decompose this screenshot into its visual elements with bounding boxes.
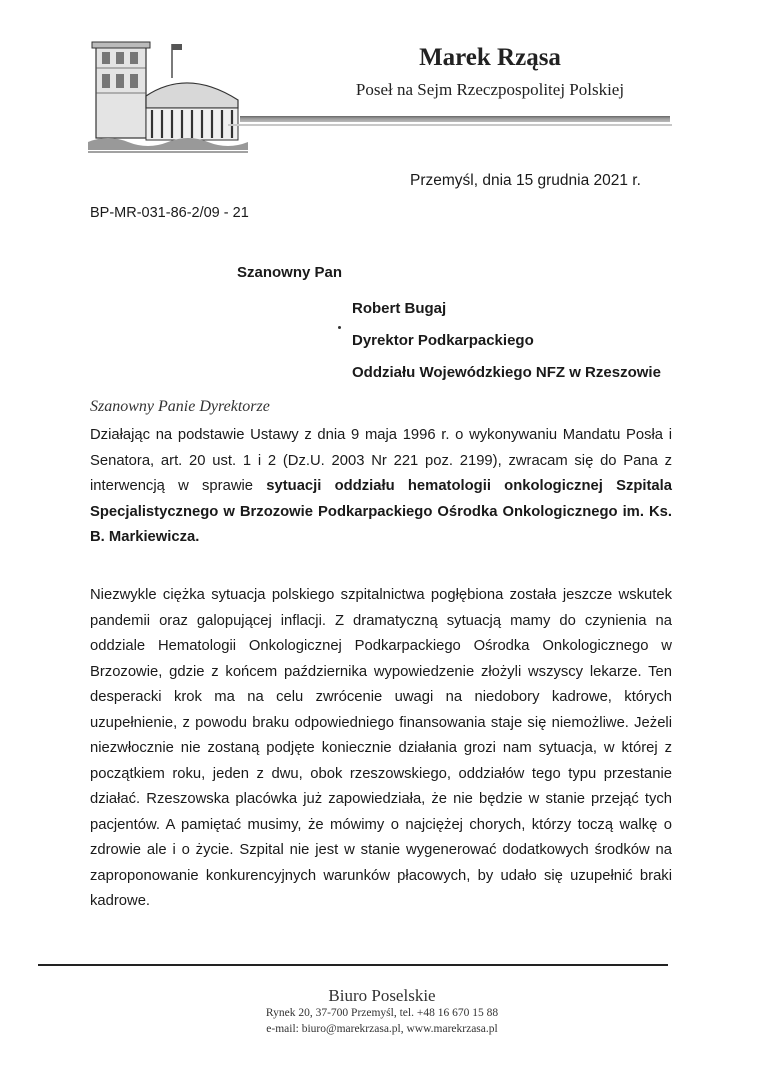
addressee-unit: Oddziału Wojewódzkiego NFZ w Rzeszowie [352, 364, 661, 381]
addressee-title: Dyrektor Podkarpackiego [352, 332, 534, 349]
sender-role: Poseł na Sejm Rzeczpospolitej Polskiej [355, 80, 625, 99]
footer-contact: e-mail: biuro@marekrzasa.pl, www.marekrzasa.pl [266, 1023, 498, 1035]
scan-speck [338, 326, 341, 329]
sejm-building-icon [88, 38, 248, 162]
addressee-name: Robert Bugaj [352, 300, 447, 317]
body-paragraph-1 [90, 423, 672, 551]
sender-name: Marek Rząsa [419, 44, 561, 71]
footer-address: Rynek 20, 37-700 Przemyśl, tel. +48 16 670 15 88 [265, 1007, 499, 1019]
salutation: Szanowny Panie Dyrektorze [90, 398, 270, 415]
body-paragraph-2: Niezwykle ciężka sytuacja polskiego szpitalnictwa pogłębiona została jeszcze wskutek pandemii oraz galopującej inflacji. Z dramatyczną sytuacją mamy do czynienia na oddziale Hematologii Onkologicznej Podkarpackiego Ośrodka Onkologicznego w Brzozowie, gdzie z końcem października wypowiedzenie złożyli wszyscy lekarze. Ten desperacki krok ma na celu zwrócenie uwagi na niedobory kadrowe, których uzupełnienie, z powodu braku odpowiedniego finansowania staje się niemożliwe. Jeżeli niezwłocznie nie zostaną podjęte koniecznie działania grozi nam sytuacja, w której z początkiem roku, jeden z dwu, obok rzeszowskiego, oddziałów tego typu przestanie działać. Rzeszowska placówka już zapowiedziała, że nie będzie w stanie przejąć tych pacjentów. A pamiętać musimy, że mówimy o najciężej chorych, którzy toczą walkę o zdrowie ale i o życie. Szpital nie jest w stanie wygenerować dodatkowych środków na zaproponowanie konkurencyjnych warunków płacowych, by udało się uzupełnić braki kadrowe. [90, 587, 672, 909]
paragraph-1-text: Działając na podstawie Ustawy z dnia 9 maja 1996 r. o wykonywaniu Mandatu Posła i Senatora, art. 20 ust. 1 i 2 (Dz.U. 2003 Nr 221 poz. 2199), zwracam się do Pana z interwencją w sprawie [90, 427, 672, 494]
date-line: Przemyśl, dnia 15 grudnia 2021 r. [410, 172, 641, 189]
reference-number: BP-MR-031-86-2/09 - 21 [90, 205, 249, 221]
letterhead-rule-thin [228, 124, 672, 126]
letterhead-rule [240, 116, 670, 122]
footer-title: Biuro Poselskie [328, 986, 436, 1005]
paragraph-1-subject: sytuacji oddziału hematologii onkologicznej Szpitala Specjalistycznego w Brzozowie Podkarpackiego Ośrodka Onkologicznego im. Ks. B. Markiewicza. [90, 478, 672, 545]
addressee-greeting: Szanowny Pan [237, 264, 343, 281]
footer-rule [38, 964, 668, 966]
